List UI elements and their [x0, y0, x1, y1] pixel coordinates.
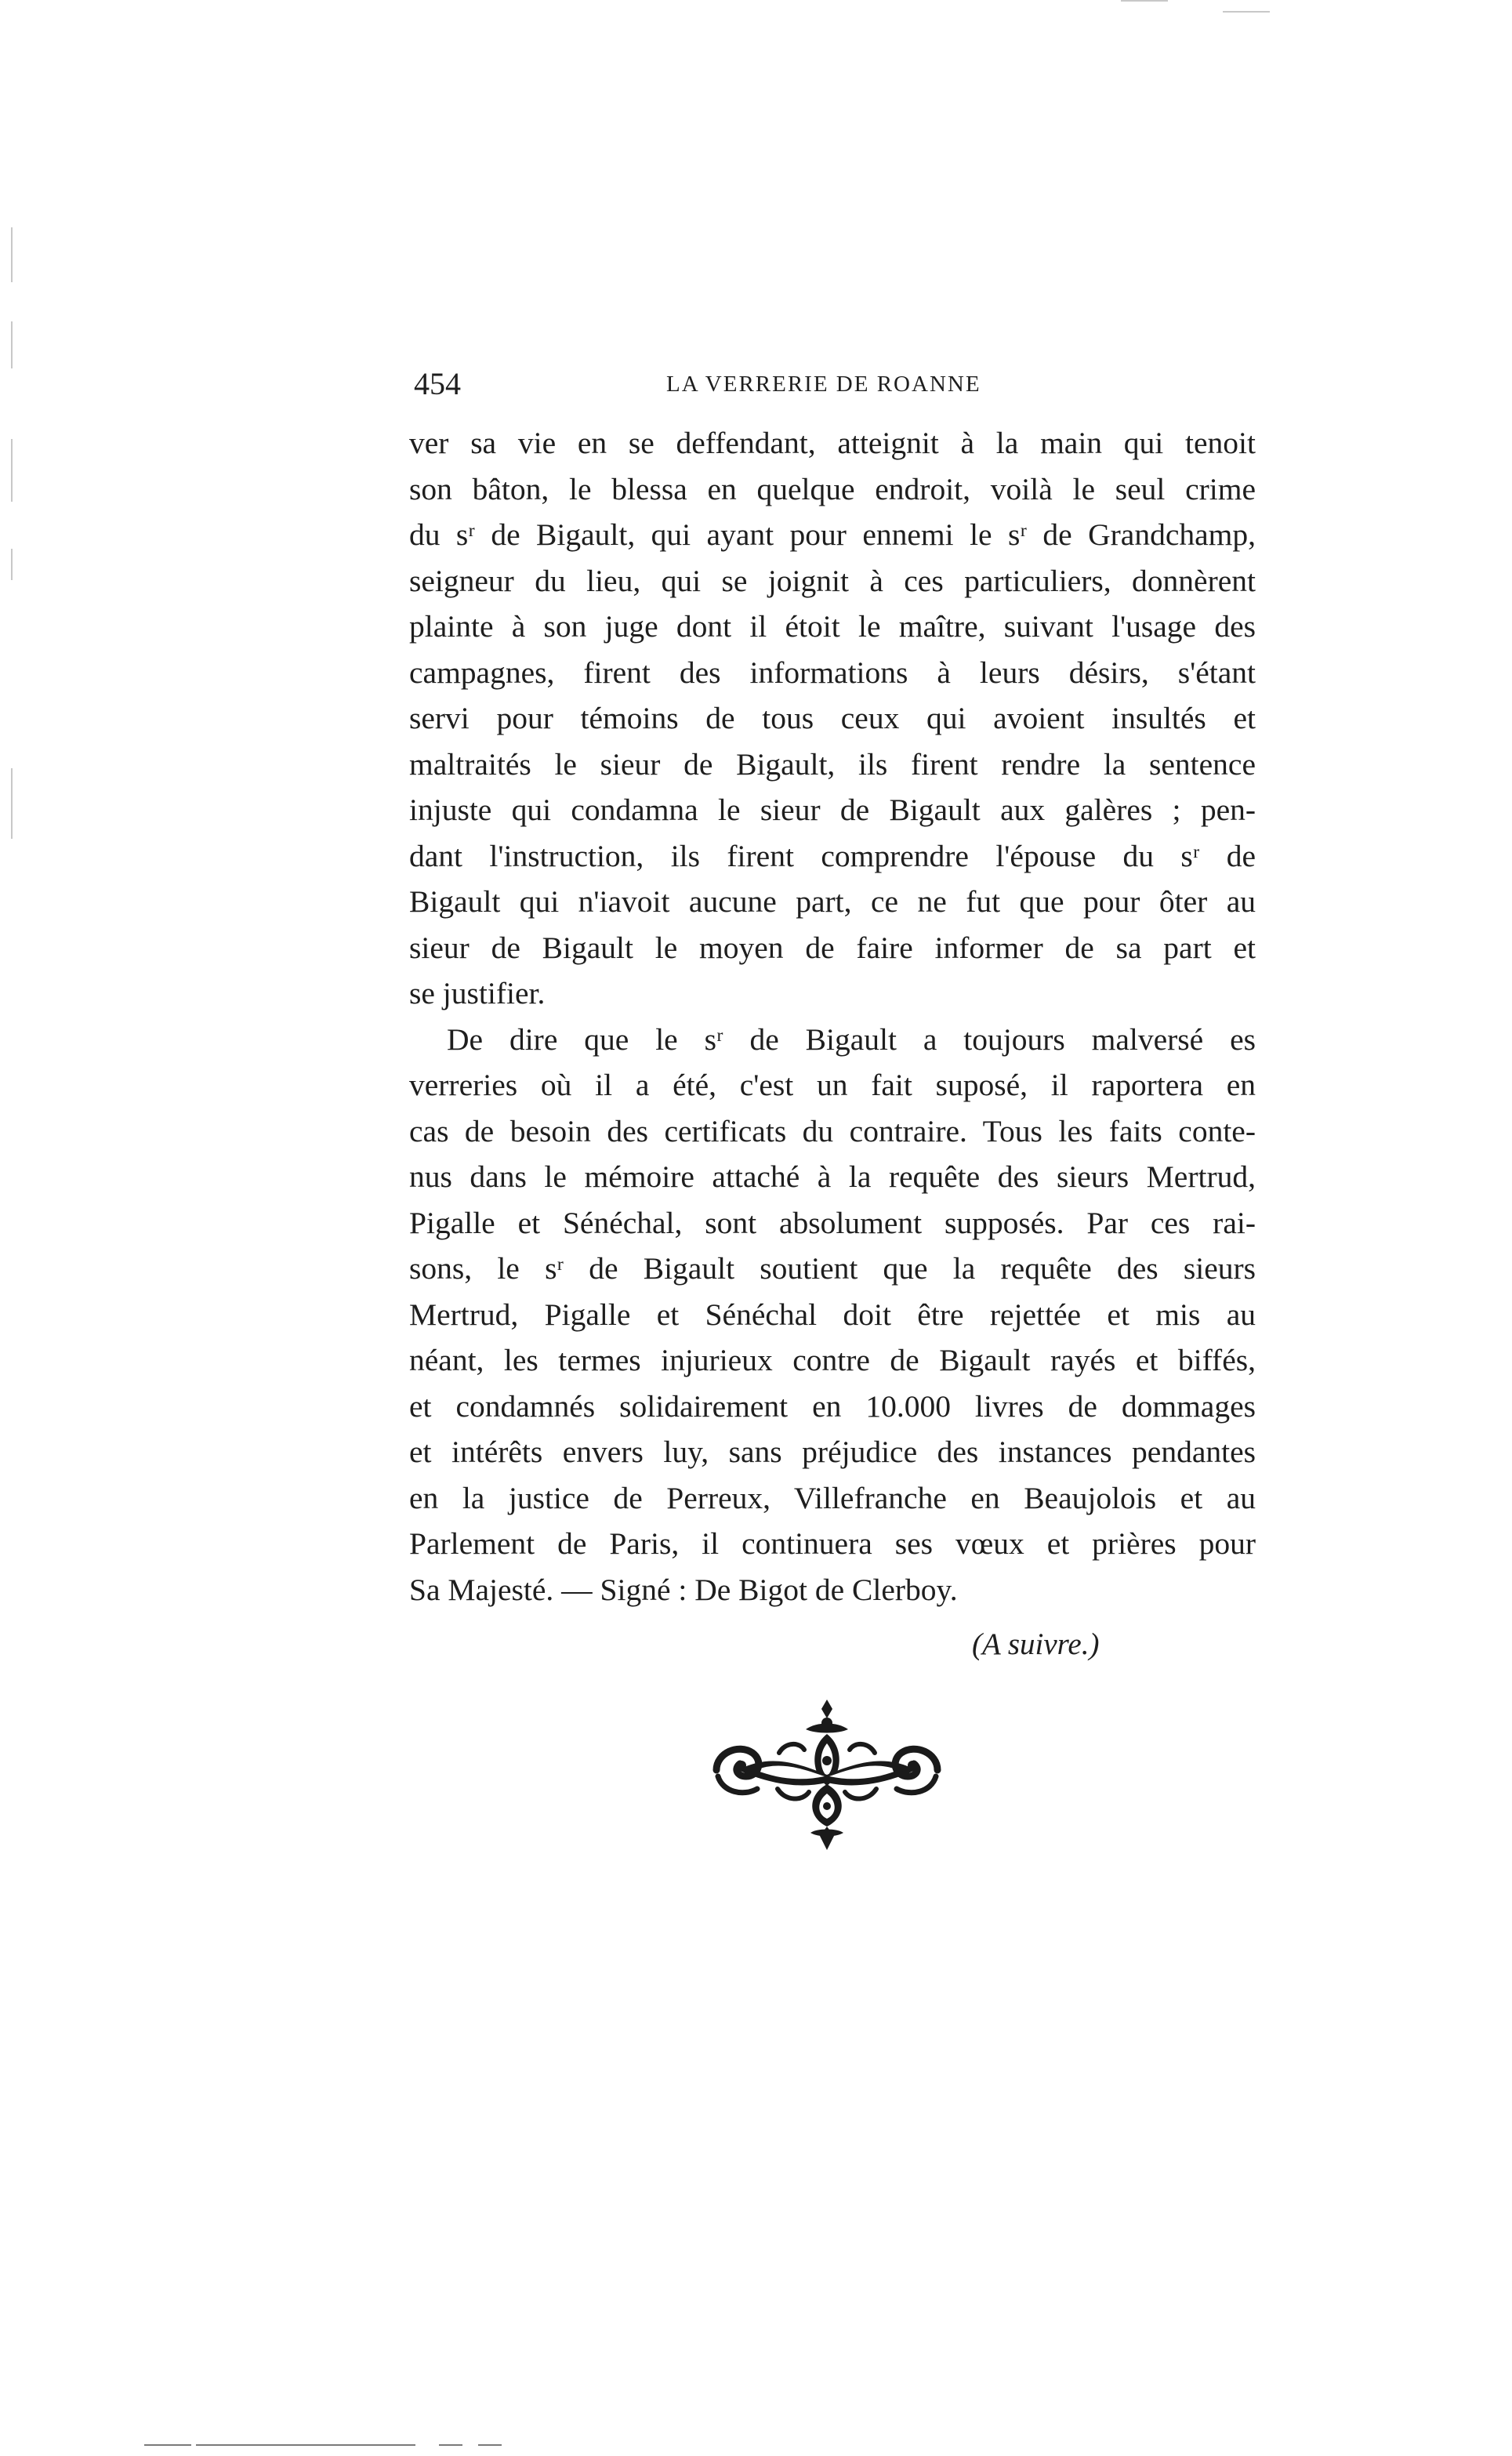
body-text — [409, 420, 1256, 1613]
text-line: et condamnés solidairement en 10.000 livres de dommages — [409, 1388, 1256, 1424]
text-line: servi pour témoins de tous ceux qui avoient insultés et — [409, 701, 1256, 735]
text-line: seigneur du lieu, qui se joignit à ces particuliers, donnèrent — [409, 563, 1256, 598]
text-line: du sʳ de Bigault, qui ayant pour ennemi le sʳ de Grandchamp, — [409, 517, 1256, 552]
scan-mark — [11, 439, 13, 502]
text-line: néant, les termes injurieux contre de Bigault rayés et biffés, — [409, 1343, 1256, 1377]
scan-edge-rule — [144, 2444, 191, 2446]
text-line-signature: Sa Majesté. — Signé : De Bigot de Clerboy. — [409, 1572, 958, 1607]
text-line: nus dans le mémoire attaché à la requête des sieurs Mertrud, — [409, 1159, 1256, 1194]
text-line: Mertrud, Pigalle et Sénéchal doit être rejettée et mis au — [409, 1297, 1256, 1332]
text-line-paragraph-end: se justifier. — [409, 976, 546, 1010]
text-line: sieur de Bigault le moyen de faire informer de sa part et — [409, 930, 1256, 965]
scan-edge-rule — [196, 2444, 415, 2446]
scan-mark — [11, 549, 13, 580]
to-be-continued: (A suivre.) — [972, 1627, 1100, 1661]
running-head — [414, 362, 1253, 400]
scan-mark — [11, 768, 13, 839]
scan-mark — [11, 321, 13, 368]
text-line: cas de besoin des certificats du contraire. Tous les faits conte- — [409, 1113, 1256, 1148]
scan-mark — [1223, 11, 1270, 13]
text-line: Parlement de Paris, il continuera ses vœux et prières pour — [409, 1526, 1256, 1561]
page-number: 454 — [414, 366, 461, 401]
floral-ornament-icon — [707, 1698, 947, 1852]
text-line: verreries où il a été, c'est un fait suposé, il raportera en — [409, 1068, 1256, 1102]
text-line: ver sa vie en se deffendant, atteignit à la main qui tenoit — [409, 426, 1256, 460]
scan-mark — [11, 227, 13, 282]
text-line: en la justice de Perreux, Villefranche en Beaujolois et au — [409, 1480, 1256, 1515]
text-line-paragraph-start: De dire que le sʳ de Bigault a toujours malversé es — [447, 1021, 1256, 1057]
running-title: LA VERRERIE DE ROANNE — [666, 372, 981, 397]
text-line: et intérêts envers luy, sans préjudice des instances pendantes — [409, 1435, 1256, 1469]
text-line: Bigault qui n'iavoit aucune part, ce ne fut que pour ôter au — [409, 884, 1256, 919]
text-line: dant l'instruction, ils firent comprendre l'épouse du sʳ de — [409, 838, 1256, 873]
text-line: campagnes, firent des informations à leurs désirs, s'étant — [409, 655, 1256, 690]
text-line: Pigalle et Sénéchal, sont absolument supposés. Par ces rai- — [409, 1205, 1256, 1240]
scan-edge-rule — [478, 2444, 502, 2446]
text-line: maltraités le sieur de Bigault, ils firent rendre la sentence — [409, 746, 1256, 782]
scan-edge-rule — [439, 2444, 462, 2446]
text-line: injuste qui condamna le sieur de Bigault aux galères ; pen- — [409, 793, 1256, 827]
text-line: son bâton, le blessa en quelque endroit, voilà le seul crime — [409, 471, 1256, 506]
text-line: plainte à son juge dont il étoit le maître, suivant l'usage des — [409, 609, 1256, 644]
text-line: sons, le sʳ de Bigault soutient que la requête des sieurs — [409, 1251, 1256, 1286]
scan-mark — [1121, 0, 1168, 2]
